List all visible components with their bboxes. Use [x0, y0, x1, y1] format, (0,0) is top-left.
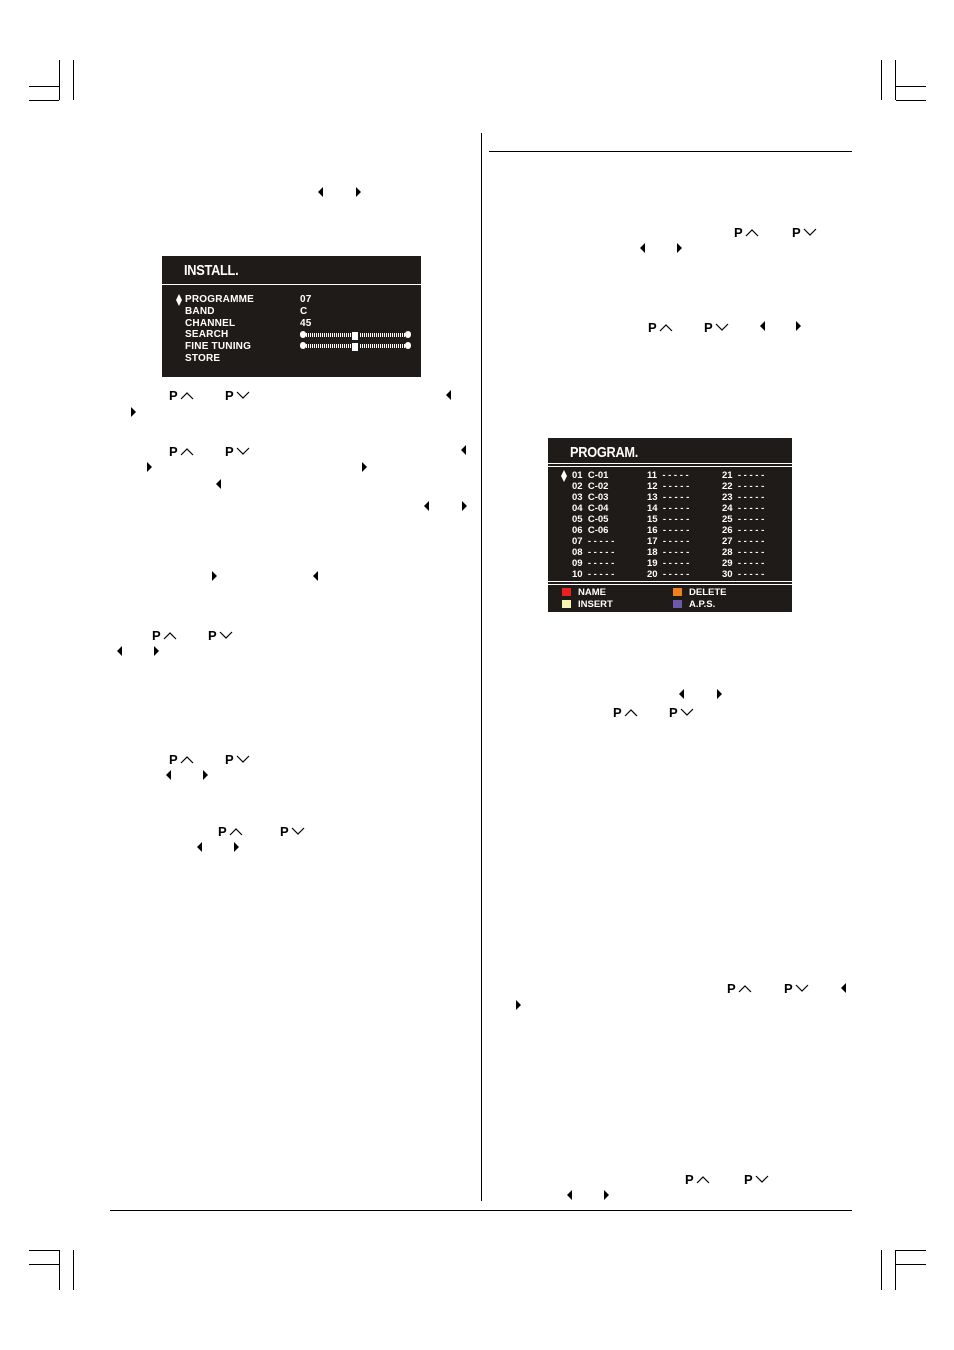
- chevron-up-icon: [659, 323, 673, 332]
- chevron-up-icon: [229, 827, 243, 836]
- p-up-key: P: [727, 981, 752, 995]
- install-row-value: C: [300, 306, 308, 317]
- triangle-right-icon: [677, 243, 682, 253]
- chevron-up-icon: [624, 708, 638, 717]
- chevron-down-icon: [236, 391, 250, 400]
- program-entry[interactable]: 06 C-06: [572, 525, 609, 536]
- blue-key-swatch: [673, 600, 682, 608]
- p-down-key: P: [744, 1172, 769, 1186]
- legend-name[interactable]: NAME: [578, 587, 606, 598]
- program-entry[interactable]: 11 - - - - -: [647, 470, 689, 481]
- p-down-key: P: [669, 705, 694, 719]
- program-entry[interactable]: 08 - - - - -: [572, 547, 615, 558]
- chevron-up-icon: [738, 984, 752, 993]
- program-entry[interactable]: 18 - - - - -: [647, 547, 690, 558]
- program-entry[interactable]: 21 - - - - -: [722, 470, 765, 481]
- p-down-key: P: [704, 320, 729, 334]
- chevron-up-icon: [180, 755, 194, 764]
- chevron-up-icon: [696, 1175, 710, 1184]
- column-divider: [481, 133, 482, 1201]
- triangle-left-icon: [424, 501, 429, 511]
- program-entry[interactable]: 05 C-05: [572, 514, 609, 525]
- triangle-left-icon: [640, 243, 645, 253]
- chevron-down-icon: [680, 708, 694, 717]
- p-up-key: P: [734, 225, 759, 239]
- legend-delete[interactable]: DELETE: [689, 587, 727, 598]
- install-row-label[interactable]: CHANNEL: [185, 318, 236, 329]
- install-row-label[interactable]: STORE: [185, 353, 221, 364]
- chevron-down-icon: [291, 827, 305, 836]
- p-down-key: P: [225, 752, 250, 766]
- program-entry[interactable]: 25 - - - - -: [722, 514, 765, 525]
- triangle-right-icon: [154, 646, 159, 656]
- p-up-key: P: [169, 444, 194, 458]
- triangle-right-icon: [131, 407, 136, 417]
- triangle-right-icon: [462, 501, 467, 511]
- fine-tuning-slider[interactable]: [300, 342, 411, 349]
- yellow-key-swatch: [562, 600, 571, 608]
- triangle-left-icon: [117, 646, 122, 656]
- red-key-swatch: [562, 588, 571, 596]
- triangle-right-icon: [717, 689, 722, 699]
- program-entry[interactable]: 04 C-04: [572, 503, 609, 514]
- program-entry[interactable]: 01 C-01: [572, 470, 609, 481]
- program-entry[interactable]: 26 - - - - -: [722, 525, 765, 536]
- triangle-right-icon: [234, 842, 239, 852]
- program-entry[interactable]: 09 - - - - -: [572, 558, 615, 569]
- p-up-key: P: [685, 1172, 710, 1186]
- chevron-up-icon: [163, 631, 177, 640]
- chevron-up-icon: [180, 447, 194, 456]
- program-entry[interactable]: 10 - - - - -: [572, 569, 615, 580]
- triangle-right-icon: [604, 1190, 609, 1200]
- triangle-right-icon: [362, 462, 367, 472]
- program-entry[interactable]: 24 - - - - -: [722, 503, 765, 514]
- chevron-down-icon: [803, 228, 817, 237]
- right-column-header-rule: [489, 151, 852, 152]
- program-entry[interactable]: 23 - - - - -: [722, 492, 765, 503]
- footer-rule: [110, 1210, 852, 1211]
- diamond-cursor-icon: [561, 470, 567, 485]
- triangle-left-icon: [318, 187, 323, 197]
- triangle-left-icon: [567, 1190, 572, 1200]
- program-menu-title: PROGRAM.: [570, 444, 639, 461]
- program-entry[interactable]: 22 - - - - -: [722, 481, 765, 492]
- triangle-right-icon: [516, 1000, 521, 1010]
- program-entry[interactable]: 12 - - - - -: [647, 481, 690, 492]
- diamond-cursor-icon: [176, 294, 182, 309]
- chevron-up-icon: [745, 228, 759, 237]
- install-menu: [162, 256, 421, 377]
- triangle-left-icon: [841, 983, 846, 993]
- install-menu-title: INSTALL.: [184, 262, 239, 279]
- install-row-label[interactable]: PROGRAMME: [185, 294, 255, 305]
- triangle-left-icon: [679, 689, 684, 699]
- triangle-right-icon: [796, 321, 801, 331]
- install-row-label[interactable]: SEARCH: [185, 329, 229, 340]
- p-down-key: P: [792, 225, 817, 239]
- chevron-down-icon: [715, 323, 729, 332]
- p-up-key: P: [169, 752, 194, 766]
- p-down-key: P: [280, 824, 305, 838]
- program-entry[interactable]: 07 - - - - -: [572, 536, 615, 547]
- program-entry[interactable]: 02 C-02: [572, 481, 609, 492]
- p-up-key: P: [218, 824, 243, 838]
- chevron-down-icon: [795, 984, 809, 993]
- program-entry[interactable]: 13 - - - - -: [647, 492, 690, 503]
- triangle-left-icon: [760, 321, 765, 331]
- triangle-left-icon: [461, 445, 466, 455]
- triangle-right-icon: [212, 571, 217, 581]
- program-entry[interactable]: 16 - - - - -: [647, 525, 690, 536]
- program-entry[interactable]: 14 - - - - -: [647, 503, 690, 514]
- chevron-down-icon: [236, 755, 250, 764]
- p-down-key: P: [225, 444, 250, 458]
- program-entry[interactable]: 17 - - - - -: [647, 536, 690, 547]
- triangle-left-icon: [446, 390, 451, 400]
- triangle-right-icon: [203, 770, 208, 780]
- chevron-up-icon: [180, 391, 194, 400]
- chevron-down-icon: [219, 631, 233, 640]
- chevron-down-icon: [755, 1175, 769, 1184]
- program-menu: [548, 438, 792, 612]
- p-down-key: P: [208, 628, 233, 642]
- install-row-label[interactable]: BAND: [185, 306, 215, 317]
- legend-insert[interactable]: INSERT: [578, 599, 613, 610]
- triangle-right-icon: [356, 187, 361, 197]
- p-down-key: P: [225, 388, 250, 402]
- search-slider[interactable]: [300, 331, 411, 338]
- triangle-right-icon: [147, 462, 152, 472]
- program-entry[interactable]: 29 - - - - -: [722, 558, 765, 569]
- p-down-key: P: [784, 981, 809, 995]
- program-entry[interactable]: 28 - - - - -: [722, 547, 765, 558]
- orange-key-swatch: [673, 588, 682, 596]
- chevron-down-icon: [236, 447, 250, 456]
- triangle-left-icon: [166, 770, 171, 780]
- triangle-left-icon: [216, 479, 221, 489]
- install-row-value: 07: [300, 294, 312, 305]
- p-up-key: P: [613, 705, 638, 719]
- p-up-key: P: [648, 320, 673, 334]
- p-up-key: P: [152, 628, 177, 642]
- legend-aps[interactable]: A.P.S.: [689, 599, 716, 610]
- program-entry[interactable]: 19 - - - - -: [647, 558, 690, 569]
- program-entry[interactable]: 27 - - - - -: [722, 536, 765, 547]
- install-row-value: 45: [300, 318, 312, 329]
- program-entry[interactable]: 30 - - - - -: [722, 569, 765, 580]
- program-entry[interactable]: 20 - - - - -: [647, 569, 690, 580]
- install-row-label[interactable]: FINE TUNING: [185, 341, 252, 352]
- program-entry[interactable]: 15 - - - - -: [647, 514, 690, 525]
- triangle-left-icon: [313, 571, 318, 581]
- program-entry[interactable]: 03 C-03: [572, 492, 609, 503]
- p-up-key: P: [169, 388, 194, 402]
- triangle-left-icon: [197, 842, 202, 852]
